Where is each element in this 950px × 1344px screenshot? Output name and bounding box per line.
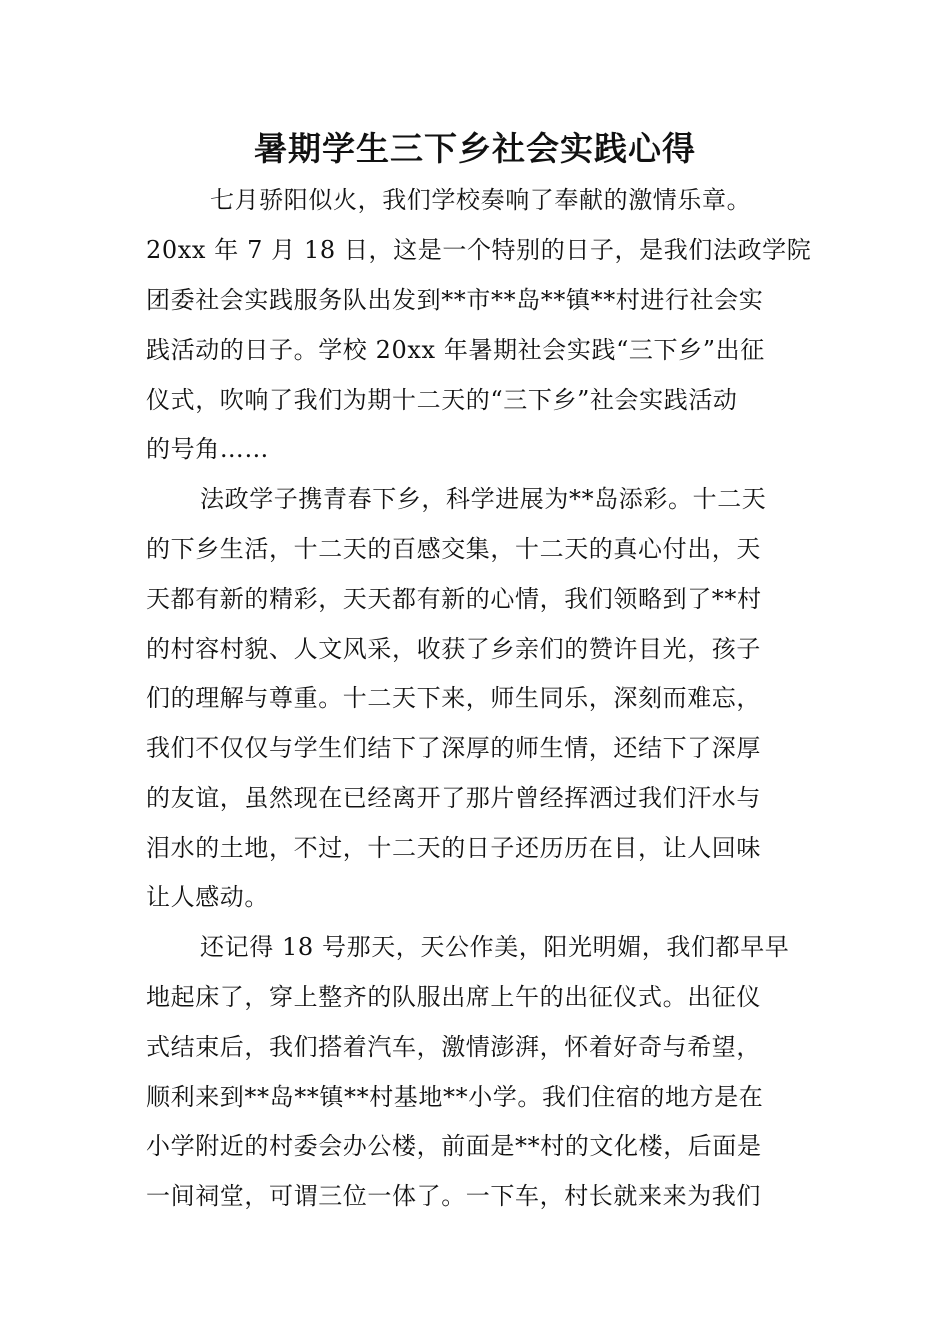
paragraph-line: 一间祠堂，可谓三位一体了。一下车，村长就来来为我们 <box>146 1182 761 1210</box>
paragraph-line: 我们不仅仅与学生们结下了深厚的师生情，还结下了深厚 <box>146 734 761 762</box>
paragraph-line: 泪水的土地，不过，十二天的日子还历历在目，让人回味 <box>146 834 761 862</box>
paragraph-line: 的友谊，虽然现在已经离开了那片曾经挥洒过我们汗水与 <box>146 784 761 812</box>
paragraph-line: 顺利来到**岛**镇**村基地**小学。我们住宿的地方是在 <box>146 1083 764 1111</box>
paragraph-line: 让人感动。 <box>146 883 269 911</box>
paragraph-line: 法政学子携青春下乡，科学进展为**岛添彩。十二天 <box>200 485 767 513</box>
paragraph-line: 还记得 18 号那天，天公作美，阳光明媚，我们都早早 <box>200 933 790 961</box>
paragraph-line: 的下乡生活，十二天的百感交集，十二天的真心付出，天 <box>146 535 761 563</box>
paragraph-line: 践活动的日子。学校 20xx 年暑期社会实践“三下乡”出征 <box>146 336 765 364</box>
paragraph-line: 们的理解与尊重。十二天下来，师生同乐，深刻而难忘， <box>146 684 761 712</box>
paragraph-line: 的村容村貌、人文风采，收获了乡亲们的赞许目光，孩子 <box>146 635 761 663</box>
paragraph-line: 的号角…… <box>146 435 269 463</box>
paragraph-line: 20xx 年 7 月 18 日，这是一个特别的日子，是我们法政学院 <box>146 236 812 264</box>
paragraph-line: 仪式，吹响了我们为期十二天的“三下乡”社会实践活动 <box>146 386 738 414</box>
paragraph-line: 式结束后，我们搭着汽车，激情澎湃，怀着好奇与希望， <box>146 1033 761 1061</box>
paragraph-line: 地起床了，穿上整齐的队服出席上午的出征仪式。出征仪 <box>146 983 761 1011</box>
paragraph-line: 小学附近的村委会办公楼，前面是**村的文化楼，后面是 <box>146 1132 762 1160</box>
paragraph-line: 七月骄阳似火，我们学校奏响了奉献的激情乐章。 <box>210 186 752 214</box>
paragraph-line: 天都有新的精彩，天天都有新的心情，我们领略到了**村 <box>146 585 762 613</box>
paragraph-line: 团委社会实践服务队出发到**市**岛**镇**村进行社会实 <box>146 286 764 314</box>
document-title: 暑期学生三下乡社会实践心得 <box>254 129 696 168</box>
